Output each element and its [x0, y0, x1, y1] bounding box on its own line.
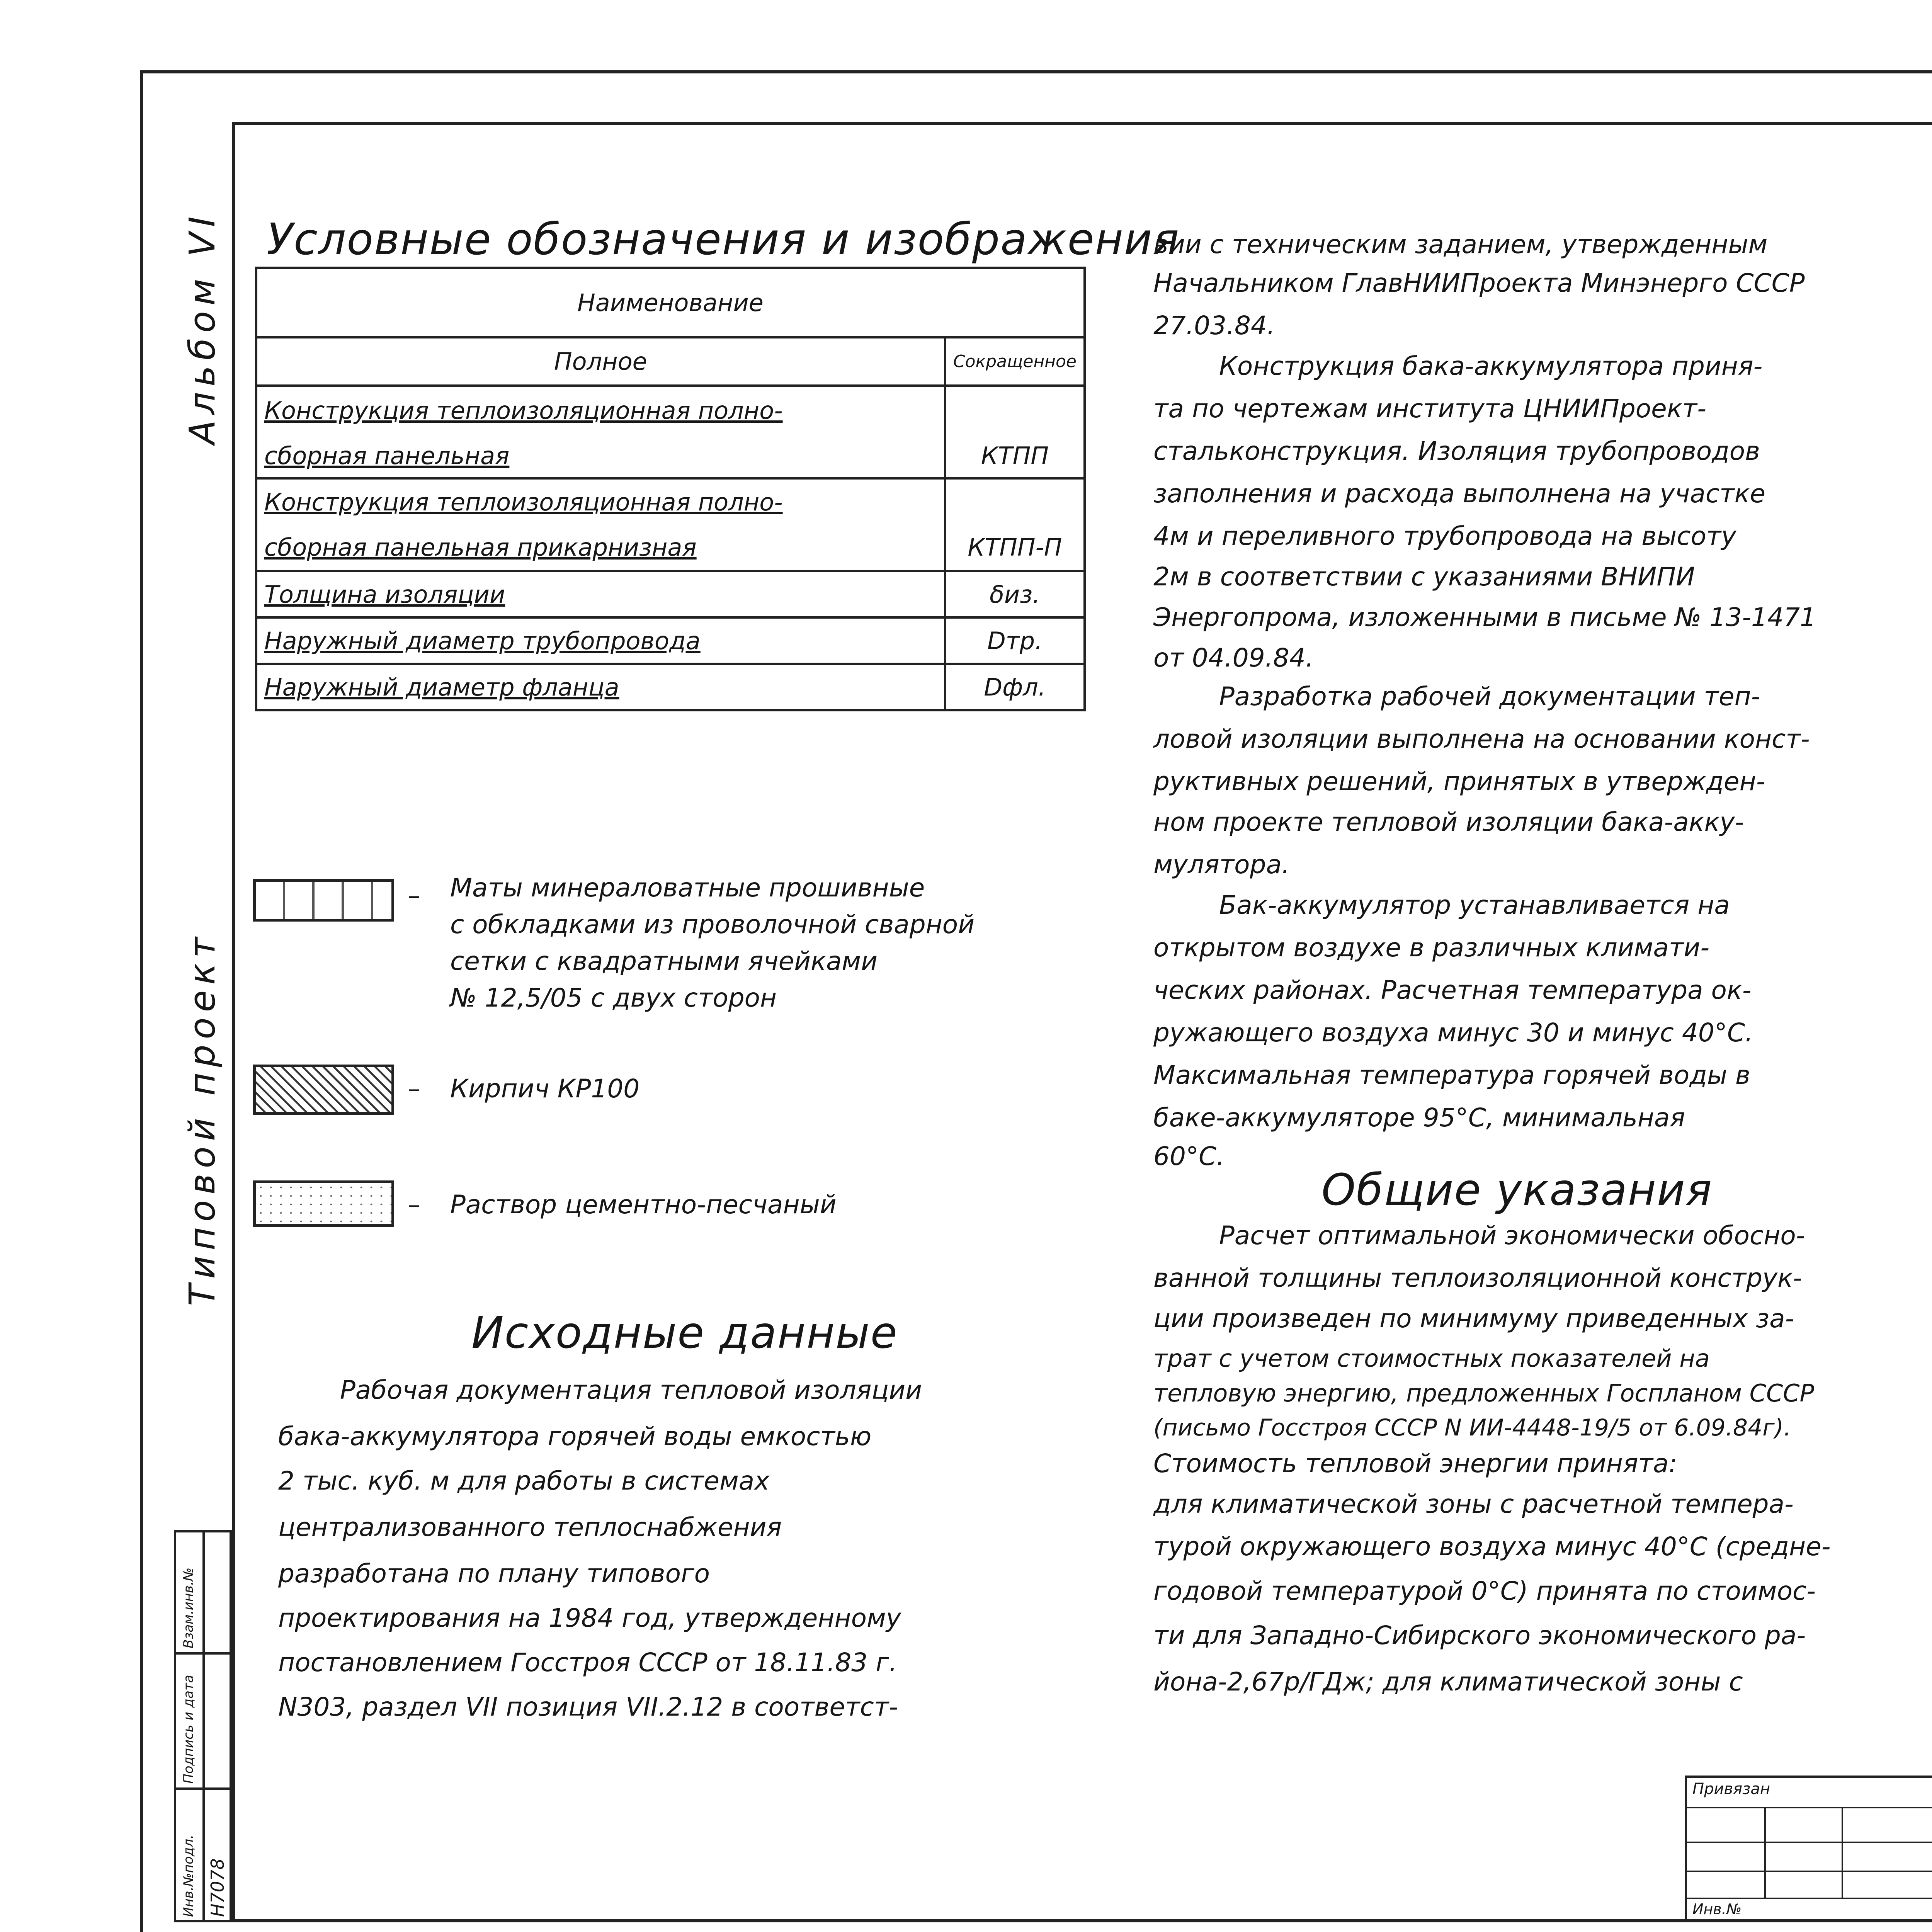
legend-short-3: δиз. [945, 571, 1085, 617]
album-label: Альбом VI [182, 211, 223, 444]
initial-line-4: централизованного теплоснабжения [278, 1512, 782, 1542]
privyazan-label: Привязан [1692, 1780, 1770, 1798]
symbol-1-line-3: сетки с квадратными ячейками [450, 946, 878, 976]
initial-data-title: Исходные данные [471, 1308, 898, 1358]
symbol-1-line-1: Маты минераловатные прошивные [450, 873, 925, 903]
legend-short-4: Dтр. [945, 617, 1085, 664]
initial-line-2: бака-аккумулятора горячей воды емкостью [278, 1422, 872, 1451]
legend-header: Наименование [256, 268, 1085, 337]
symbol-2-line-1: Кирпич КР100 [450, 1074, 640, 1104]
mineral-wool-swatch [253, 879, 394, 922]
legend-col-short: Сокращенное [945, 337, 1085, 386]
stamp-label-sign: Взам.инв.№ [181, 1567, 196, 1648]
legend-short-1: КТПП [945, 434, 1085, 478]
legend-row-2b: сборная панельная прикарнизная [256, 525, 945, 571]
symbol-1-line-2: с обкладками из проволочной сварной [450, 910, 975, 939]
symbol-1-line-4: № 12,5/05 с двух сторон [450, 983, 777, 1013]
brick-swatch [253, 1065, 394, 1115]
legend-row-1a: Конструкция теплоизоляционная полно- [256, 386, 945, 434]
legend-short-5: Dфл. [945, 664, 1085, 710]
privyazan-box [1685, 1776, 1932, 1922]
initial-line-7: постановлением Госстроя СССР от 18.11.83 г. [278, 1648, 897, 1677]
legend-row-2a: Конструкция теплоизоляционная полно- [256, 478, 945, 525]
initial-line-3: 2 тыс. куб. м для работы в системах [278, 1466, 770, 1496]
stamp-label-date: Подпись и дата [181, 1675, 196, 1784]
legend-table [255, 267, 1086, 711]
initial-line-5: разработана по плану типового [278, 1559, 710, 1588]
general-title: Общие указания [1321, 1165, 1713, 1215]
initial-line-1: Рабочая документация тепловой изоляции [340, 1375, 922, 1405]
stamp-label-inv: Инв.№подл. [181, 1835, 196, 1917]
margin-stamp [174, 1530, 232, 1922]
inv-label: Инв.№ [1692, 1901, 1742, 1918]
legend-title: Условные обозначения и изображения [267, 214, 1180, 265]
legend-short-2: КТПП-П [945, 525, 1085, 571]
project-label: Типовой проект [182, 932, 223, 1306]
initial-line-6: проектирования на 1984 год, утвержденному [278, 1603, 901, 1633]
inventory-number: Н7078 [207, 1858, 228, 1917]
legend-col-full: Полное [256, 337, 945, 386]
legend-row-1b: сборная панельная [256, 434, 945, 478]
symbol-3-line-1: Раствор цементно-песчаный [450, 1190, 837, 1219]
legend-row-3: Толщина изоляции [256, 571, 945, 617]
mortar-swatch [253, 1180, 394, 1227]
initial-line-8: N303, раздел VII позиция VII.2.12 в соответст- [278, 1692, 898, 1722]
legend-row-4: Наружный диаметр трубопровода [256, 617, 945, 664]
legend-row-5: Наружный диаметр фланца [256, 664, 945, 710]
